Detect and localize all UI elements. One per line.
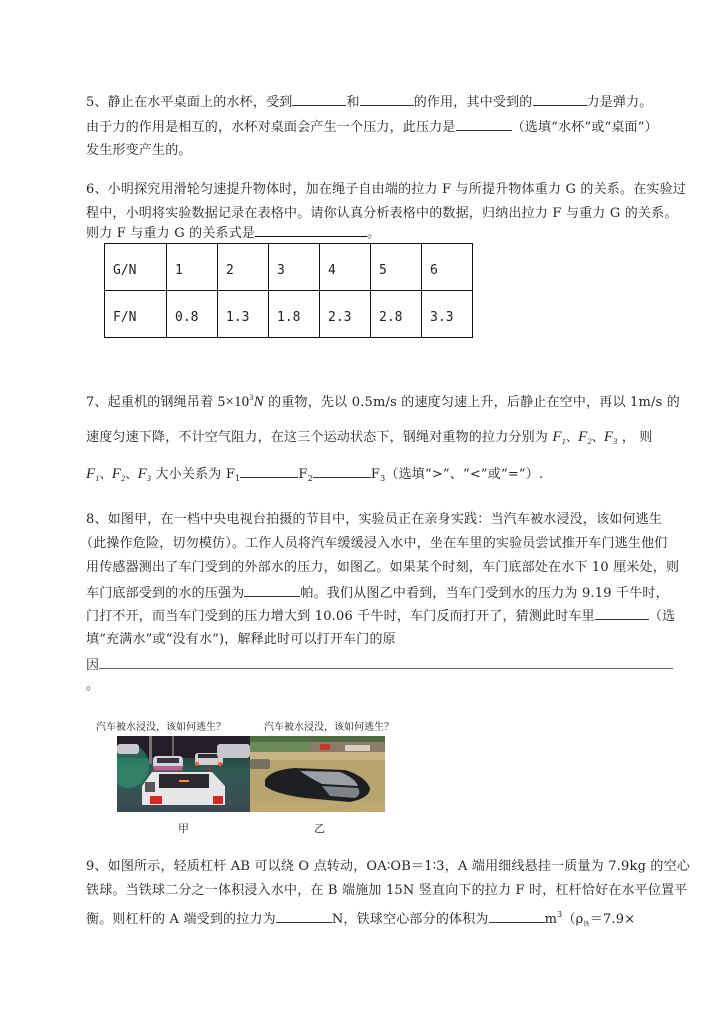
q5-line-1 [86, 93, 653, 111]
q8-blank-1[interactable] [244, 584, 300, 597]
table-cell: 4 [320, 244, 371, 291]
weight-exp: 3 [249, 393, 254, 402]
q8-line-5 [86, 607, 675, 625]
f-sub: 1 [95, 474, 100, 483]
q5-blank-4[interactable] [456, 118, 512, 131]
table-cell: 1.3 [218, 291, 269, 338]
f-sym: F [137, 466, 147, 482]
f-sym: F [552, 429, 562, 445]
q8-text: 门打不开，而当车门受到的压力增大到 10.06 千牛时，车门反而打开了，猜测此时车里 [86, 609, 595, 624]
f-sym: F [578, 429, 588, 445]
q8-line-1: 8、如图甲，在一档中央电视台拍摄的节目中，实验员正在亲身实践：当汽车被水浸没，该如何逃生 [86, 512, 663, 527]
f-sym: F [603, 429, 614, 445]
q9-text: m [544, 912, 558, 927]
q7-blank-2[interactable] [313, 465, 371, 478]
q9-exp: 3 [557, 910, 563, 919]
q6-line-1: 6、小明探究用滑轮匀速提升物体时，加在绳子自由端的拉力 F 与所提升物体重力 G 的关系。在实验过 [86, 182, 687, 197]
f-symbols [86, 466, 151, 482]
q9-text: 衡。则杠杆的 A 端受到的拉力为 [86, 912, 276, 927]
q5-text: 力是弹力。 [586, 95, 653, 110]
q7-line-3 [86, 465, 543, 487]
q7-line-1 [86, 390, 680, 411]
q5-text: （选填“水杯”或“桌面”） [511, 120, 658, 135]
q5-blank-3[interactable] [533, 93, 587, 106]
figure-label-right: 乙 [314, 822, 325, 835]
q9-text: N，铁球空心部分的体积为 [331, 912, 489, 927]
table-row-g [105, 244, 473, 291]
q6-line-2: 程中，小明将实验数据记录在表格中。请你认真分析表格中的数据，归纳出拉力 F 与重力 G 的关系。 [86, 206, 678, 221]
table-cell: 1.8 [269, 291, 320, 338]
q5-text: 由于力的作用是相互的，水杯对桌面会产生一个压力，此压力是 [86, 120, 456, 135]
q5-line-3: 发生形变产生的。 [86, 143, 192, 158]
q8-line-2: （此操作危险，切勿模仿）。工作人员将汽车缓缓浸入水中，坐在车里的实验员尝试推开车门逃生他们 [80, 536, 668, 551]
q8-text: 因 [86, 658, 100, 673]
q5-text: 5、静止在水平桌面上的水杯，受到 [86, 95, 293, 110]
sep: 、 [591, 430, 604, 444]
weight-coef: 5×10 [217, 394, 250, 410]
f-sym: F [86, 466, 96, 482]
q9-line-3 [86, 907, 635, 933]
q9-blank-1[interactable] [276, 910, 332, 923]
q8-line-6: 填“充满水”或“没有水”)，解释此时可以打开车门的原 [86, 632, 396, 647]
table-cell: 0.8 [167, 291, 218, 338]
q8-line-7 [86, 656, 673, 674]
q8-line-3: 用传感器测出了车门受到的外部水的压力，如图乙。如果某个时刻，车门底部处在水下 10 厘米处，则 [86, 560, 680, 575]
data-table [104, 243, 473, 338]
q9-line-2: 铁球。当铁球二分之一体积浸入水中，在 B 端施加 15N 竖直向下的拉力 F 时，杠杆恰好在水平位置平 [86, 883, 688, 898]
table-cell: 6 [422, 244, 473, 291]
q7-text: ， 则 [621, 430, 653, 445]
q8-line-4 [86, 584, 669, 602]
photo-flooded-car-day [250, 736, 385, 812]
q7-text: 7、起重机的钢绳吊着 [86, 395, 214, 410]
q8-blank-2[interactable] [595, 607, 649, 620]
f-sub: 2 [587, 437, 592, 446]
q6-text: 。 [367, 226, 381, 241]
sep: 、 [99, 467, 112, 481]
f-sub: 3 [146, 474, 152, 483]
q8-text: 车门底部受到的水的压强为 [86, 586, 245, 601]
q8-line-8: 。 [86, 678, 100, 693]
q5-line-2 [86, 118, 658, 136]
figure-label-left: 甲 [178, 822, 189, 835]
f-sym: F [111, 466, 122, 482]
q9-blank-2[interactable] [489, 910, 545, 923]
f-sub: 1 [235, 474, 241, 483]
f-sub: 2 [121, 474, 126, 483]
flooded-car-day-image [250, 736, 385, 812]
sep: 、 [565, 430, 579, 444]
weight-unit: N [253, 394, 264, 410]
table-cell: 2.3 [320, 291, 371, 338]
f-sub: 1 [561, 437, 566, 446]
f-symbols [552, 429, 617, 445]
q7-text: F [370, 467, 381, 482]
q9-line-1: 9、如图所示，轻质杠杆 AB 可以绕 O 点转动，OA∶OB＝1∶3，A 端用细线悬挂一质量为 7.9kg 的空心 [86, 859, 691, 874]
q8-blank-3[interactable] [99, 656, 673, 669]
table-header: F/N [105, 291, 167, 338]
q9-text: ＝7.9× [589, 912, 636, 927]
q8-text: 帕。我们从图乙中看到，当车门受到水的压力为 9.19 千牛时， [300, 586, 669, 601]
q5-blank-1[interactable] [292, 93, 346, 106]
q5-text: 和 [346, 95, 360, 110]
table-cell: 2 [218, 244, 269, 291]
q7-blank-1[interactable] [240, 465, 298, 478]
q5-text: 的作用，其中受到的 [413, 95, 533, 110]
q9-text: （ρ [562, 912, 584, 927]
table-cell: 2.8 [371, 291, 422, 338]
q7-text: 速度匀速下降，不计空气阻力，在这三个运动状态下，钢绳对重物的拉力分别为 [86, 430, 549, 445]
f-sub: 2 [307, 474, 313, 483]
q7-text: F [298, 467, 308, 482]
figure-caption-right: 汽车被水浸没，该如何逃生？ [264, 722, 394, 733]
table-cell: 5 [371, 244, 422, 291]
table-cell: 1 [167, 244, 218, 291]
q6-line-3 [86, 224, 380, 242]
q5-blank-2[interactable] [360, 93, 414, 106]
table-row-f [105, 291, 473, 338]
photo-flooded-street-night [117, 736, 250, 812]
weight-value [218, 394, 264, 410]
table-cell: 3 [269, 244, 320, 291]
figure-caption-left: 汽车被水浸没，该如何逃生？ [96, 722, 226, 733]
table-header: G/N [105, 244, 167, 291]
q9-sub: 铁 [583, 921, 590, 928]
q6-text: 则力 F 与重力 G 的关系式是 [86, 226, 256, 241]
table-cell: 3.3 [422, 291, 473, 338]
q7-line-2 [86, 429, 653, 450]
f-sub: 3 [380, 474, 386, 483]
q7-text: 大小关系为 F [155, 467, 236, 482]
sep: 、 [125, 467, 138, 481]
q7-text: （选填“>”、“<”或“=”）. [385, 467, 544, 482]
q7-text: 的重物，先以 0.5m/s 的速度匀速上升，后静止在空中，再以 1m/s 的 [268, 395, 680, 410]
f-sub: 3 [613, 437, 618, 446]
q8-text: （选 [648, 609, 676, 624]
q6-blank[interactable] [255, 224, 367, 237]
flooded-cars-night-image [117, 736, 250, 812]
